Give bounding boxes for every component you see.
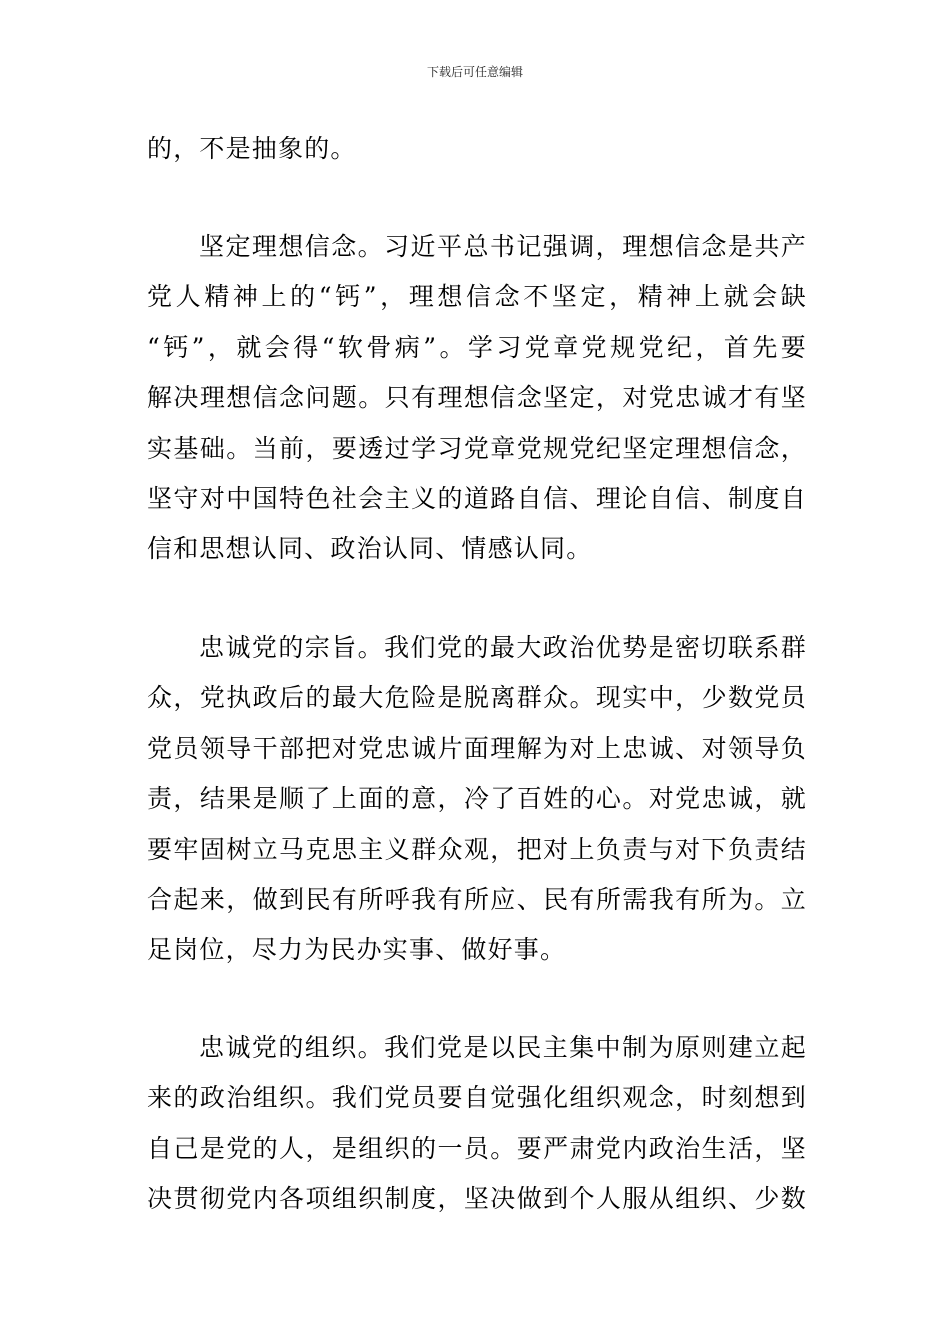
text-line: 坚守对中国特色社会主义的道路自信、理论自信、制度自 xyxy=(147,483,807,513)
text-line: 足岗位，尽力为民办实事、做好事。 xyxy=(147,935,567,965)
text-line: 党员领导干部把对党忠诚片面理解为对上忠诚、对领导负 xyxy=(147,733,807,763)
text-line: 实基础。当前，要透过学习党章党规党纪坚定理想信念， xyxy=(147,433,807,463)
text-line: 合起来，做到民有所呼我有所应、民有所需我有所为。立 xyxy=(147,884,807,914)
text-line: 来的政治组织。我们党员要自觉强化组织观念，时刻想到 xyxy=(147,1083,807,1113)
paragraph-continuation xyxy=(147,124,807,174)
text-line: 决贯彻党内各项组织制度，坚决做到个人服从组织、少数 xyxy=(147,1184,807,1214)
text-line: 坚定理想信念。习近平总书记强调，理想信念是共产 xyxy=(199,232,807,261)
text-line: 责，结果是顺了上面的意，冷了百姓的心。对党忠诚，就 xyxy=(147,784,807,814)
text-line: 要牢固树立马克思主义群众观，把对上负责与对下负责结 xyxy=(147,834,807,864)
text-line: 忠诚党的宗旨。我们党的最大政治优势是密切联系群 xyxy=(199,633,807,662)
text-line: 忠诚党的组织。我们党是以民主集中制为原则建立起 xyxy=(199,1033,807,1062)
text-line: “钙”，就会得“软骨病”。学习党章党规党纪，首先要 xyxy=(147,332,807,362)
text-line: 自己是党的人，是组织的一员。要严肃党内政治生活，坚 xyxy=(147,1133,807,1163)
text-line: 党人精神上的“钙”，理想信念不坚定，精神上就会缺 xyxy=(147,282,807,312)
text-line: 解决理想信念问题。只有理想信念坚定，对党忠诚才有坚 xyxy=(147,383,807,413)
text-line: 众，党执政后的最大危险是脱离群众。现实中，少数党员 xyxy=(147,683,807,713)
page-header: 下载后可任意编辑 xyxy=(426,65,523,79)
paragraph-organization xyxy=(147,1023,807,1225)
paragraph-ideals xyxy=(147,222,807,575)
paragraph-purpose xyxy=(147,623,807,976)
text-line: 的，不是抽象的。 xyxy=(147,134,357,163)
text-line: 信和思想认同、政治认同、情感认同。 xyxy=(147,534,593,564)
